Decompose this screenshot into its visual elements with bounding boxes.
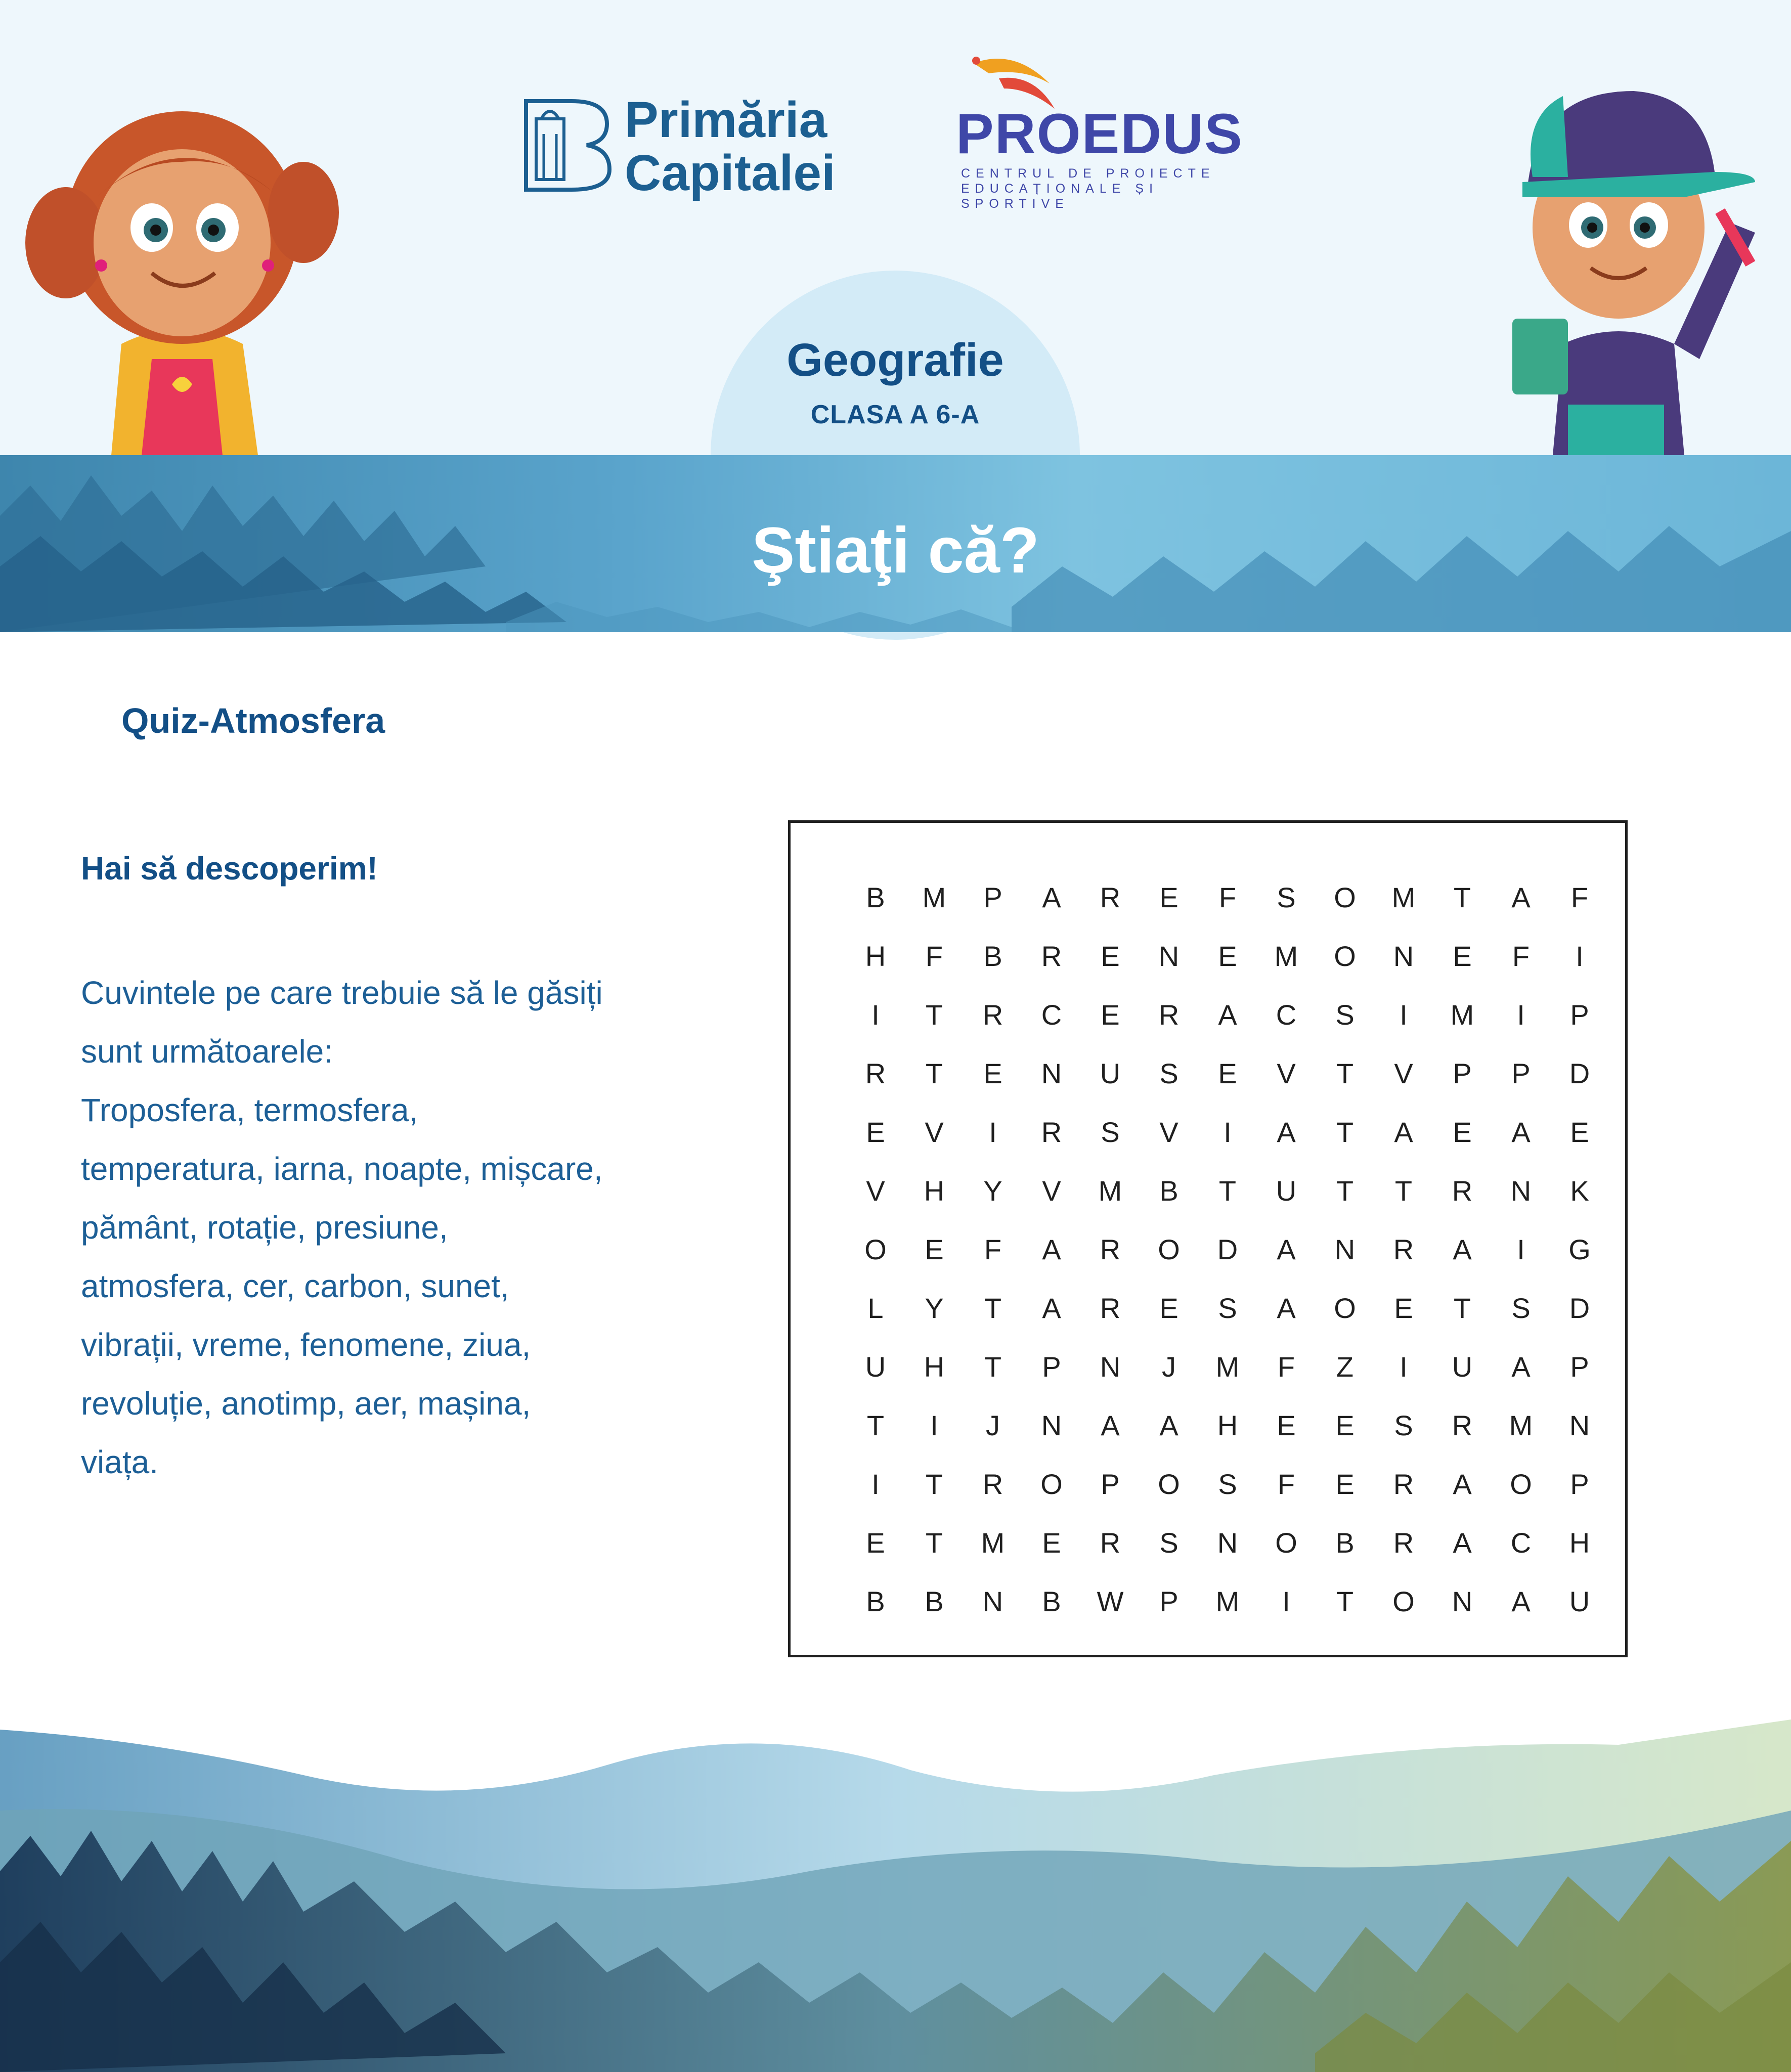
grid-letter[interactable]: A — [1218, 999, 1237, 1031]
grid-letter[interactable]: T — [1336, 1057, 1354, 1089]
grid-letter[interactable]: I — [1400, 1351, 1408, 1383]
grid-letter[interactable]: E — [866, 1527, 885, 1559]
grid-letter[interactable]: I — [1224, 1116, 1232, 1148]
grid-letter[interactable]: S — [1218, 1292, 1237, 1324]
grid-letter[interactable]: O — [1334, 940, 1356, 972]
grade-label: CLASA A 6-A — [810, 400, 980, 429]
grid-letter[interactable]: O — [1334, 1292, 1356, 1324]
grid-letter[interactable]: T — [925, 1527, 943, 1559]
grid-row — [846, 1279, 1609, 1338]
grid-letter[interactable]: D — [1569, 1057, 1590, 1089]
grid-letter[interactable]: C — [1510, 1527, 1532, 1559]
grid-letter[interactable]: R — [1393, 1527, 1414, 1559]
grid-letter[interactable]: P — [1570, 1468, 1589, 1500]
grid-letter[interactable]: L — [867, 1292, 884, 1324]
grid-letter[interactable]: N — [982, 1585, 1003, 1617]
grid-letter[interactable]: Y — [983, 1175, 1002, 1207]
grid-letter[interactable]: I — [1400, 999, 1408, 1031]
grid-letter[interactable]: M — [1215, 1585, 1240, 1617]
grid-letter[interactable]: T — [925, 1057, 943, 1089]
grid-letter[interactable]: K — [1570, 1175, 1589, 1207]
grid-letter[interactable]: E — [925, 1233, 944, 1265]
grid-letter[interactable]: E — [1101, 940, 1120, 972]
girl-character-illustration — [20, 61, 344, 455]
grid-letter[interactable]: R — [1100, 1292, 1121, 1324]
grid-letter[interactable]: G — [1568, 1233, 1591, 1265]
grid-letter[interactable]: R — [1041, 1116, 1062, 1148]
grid-letter[interactable]: A — [1511, 1585, 1531, 1617]
grid-letter[interactable]: R — [1393, 1468, 1414, 1500]
proedus-sub-line-2: EDUCAȚIONALE ȘI SPORTIVE — [961, 182, 1159, 211]
grid-letter[interactable]: R — [982, 999, 1003, 1031]
proedus-logo-subtitle — [961, 166, 1259, 211]
grid-letter[interactable]: T — [1394, 1175, 1413, 1207]
grid-row — [846, 1455, 1609, 1514]
grid-letter[interactable]: R — [865, 1057, 886, 1089]
grid-letter[interactable]: E — [1453, 940, 1472, 972]
proedus-sub-line-1: CENTRUL DE PROIECTE — [961, 166, 1215, 181]
grid-letter[interactable]: R — [1100, 1527, 1121, 1559]
grid-letter[interactable]: U — [1452, 1351, 1473, 1383]
grid-letter[interactable]: B — [925, 1585, 944, 1617]
grid-letter[interactable]: P — [1570, 999, 1589, 1031]
grid-letter[interactable]: I — [1576, 940, 1584, 972]
grid-letter[interactable]: B — [1159, 1175, 1178, 1207]
grid-letter[interactable]: A — [1042, 1292, 1061, 1324]
grid-letter[interactable]: N — [1393, 940, 1414, 972]
grid-letter[interactable]: R — [1100, 1233, 1121, 1265]
primaria-capitalei-logo-icon — [521, 99, 612, 192]
grid-letter[interactable]: O — [1392, 1585, 1415, 1617]
word-list-line: pământ, rotație, presiune, — [81, 1209, 448, 1246]
grid-letter[interactable]: J — [1162, 1351, 1176, 1383]
grid-letter[interactable]: R — [1041, 940, 1062, 972]
quiz-title: Quiz-Atmosfera — [121, 701, 385, 740]
grid-letter[interactable]: P — [1570, 1351, 1589, 1383]
mountain-landscape-illustration — [0, 1709, 1791, 2072]
grid-letter[interactable]: S — [1277, 881, 1296, 913]
grid-letter[interactable]: P — [1159, 1585, 1178, 1617]
grid-letter[interactable]: T — [1336, 1175, 1354, 1207]
grid-letter[interactable]: E — [1453, 1116, 1472, 1148]
grid-letter[interactable]: A — [1394, 1116, 1413, 1148]
grid-letter[interactable]: N — [1452, 1585, 1473, 1617]
grid-letter[interactable]: A — [1511, 881, 1531, 913]
grid-letter[interactable]: S — [1159, 1527, 1178, 1559]
grid-letter[interactable]: F — [984, 1233, 1002, 1265]
logo-line-1: Primăria — [625, 92, 827, 148]
grid-letter[interactable]: M — [1215, 1351, 1240, 1383]
grid-letter[interactable]: B — [983, 940, 1002, 972]
grid-letter[interactable]: R — [1100, 881, 1121, 913]
grid-letter[interactable]: S — [1101, 1116, 1120, 1148]
grid-letter[interactable]: D — [1569, 1292, 1590, 1324]
grid-letter[interactable]: R — [1393, 1233, 1414, 1265]
grid-letter[interactable]: F — [1218, 881, 1237, 913]
grid-letter[interactable]: T — [925, 999, 943, 1031]
grid-letter[interactable]: F — [1277, 1468, 1295, 1500]
grid-letter[interactable]: C — [1041, 999, 1062, 1031]
grid-letter[interactable]: A — [1042, 881, 1061, 913]
grid-letter[interactable]: E — [983, 1057, 1002, 1089]
boy-character-illustration — [1492, 56, 1775, 455]
grid-letter[interactable]: U — [1569, 1585, 1590, 1617]
grid-row — [846, 1162, 1609, 1220]
grid-letter[interactable]: I — [1517, 1233, 1525, 1265]
grid-letter[interactable]: N — [1100, 1351, 1121, 1383]
grid-letter[interactable]: O — [1510, 1468, 1532, 1500]
logo-line-2: Capitalei — [625, 145, 836, 201]
grid-letter[interactable]: A — [1159, 1409, 1178, 1441]
grid-letter[interactable]: R — [982, 1468, 1003, 1500]
word-search-box — [788, 820, 1628, 1657]
word-list-line: vibrații, vreme, fenomene, ziua, — [81, 1327, 531, 1363]
grid-letter[interactable]: E — [1159, 881, 1178, 913]
grid-letter[interactable]: S — [1394, 1409, 1413, 1441]
grid-letter[interactable]: T — [1453, 1292, 1471, 1324]
grid-letter[interactable]: U — [865, 1351, 886, 1383]
grid-row — [846, 927, 1609, 986]
grid-letter[interactable]: O — [1040, 1468, 1063, 1500]
grid-letter[interactable]: A — [1453, 1233, 1472, 1265]
grid-letter[interactable]: D — [1217, 1233, 1238, 1265]
word-list-line: sunt următoarele: — [81, 1033, 333, 1070]
grid-letter[interactable]: I — [871, 1468, 880, 1500]
word-search-grid — [846, 868, 1609, 1631]
grid-letter[interactable]: B — [1335, 1527, 1355, 1559]
grid-letter[interactable]: Y — [925, 1292, 944, 1324]
grid-letter[interactable]: E — [1277, 1409, 1296, 1441]
grid-letter[interactable]: A — [1101, 1409, 1120, 1441]
grid-letter[interactable]: M — [981, 1527, 1005, 1559]
grid-letter[interactable]: P — [1511, 1057, 1531, 1089]
grid-letter[interactable]: B — [866, 881, 885, 913]
grid-letter[interactable]: V — [925, 1116, 944, 1148]
grid-letter[interactable]: N — [1569, 1409, 1590, 1441]
grid-letter[interactable]: W — [1097, 1585, 1124, 1617]
grid-letter[interactable]: R — [1158, 999, 1180, 1031]
grid-letter[interactable]: I — [1517, 999, 1525, 1031]
grid-letter[interactable]: E — [1042, 1527, 1061, 1559]
word-list-line: atmosfera, cer, carbon, sunet, — [81, 1268, 509, 1304]
grid-letter[interactable]: A — [1453, 1468, 1472, 1500]
grid-row — [846, 1220, 1609, 1279]
grid-letter[interactable]: N — [1041, 1409, 1062, 1441]
banner-title: Ştiaţi că? — [751, 514, 1040, 587]
grid-letter[interactable]: B — [1042, 1585, 1061, 1617]
grid-letter[interactable]: P — [1101, 1468, 1120, 1500]
grid-letter[interactable]: V — [866, 1175, 885, 1207]
grid-letter[interactable]: J — [986, 1409, 1000, 1441]
grid-letter[interactable]: M — [1274, 940, 1298, 972]
grid-letter[interactable]: I — [989, 1116, 997, 1148]
grid-letter[interactable]: R — [1452, 1409, 1473, 1441]
grid-letter[interactable]: H — [1217, 1409, 1238, 1441]
grid-letter[interactable]: F — [1570, 881, 1589, 913]
grid-letter[interactable]: T — [1336, 1585, 1354, 1617]
grid-letter[interactable]: N — [1041, 1057, 1062, 1089]
grid-letter[interactable]: R — [1452, 1175, 1473, 1207]
grid-row — [846, 1338, 1609, 1396]
subject-title: Geografie — [787, 334, 1004, 386]
grid-letter[interactable]: V — [1394, 1057, 1413, 1089]
word-list-line: Troposfera, termosfera, — [81, 1092, 418, 1128]
grid-letter[interactable]: A — [1277, 1292, 1296, 1324]
grid-letter[interactable]: A — [1042, 1233, 1061, 1265]
grid-letter[interactable]: E — [1394, 1292, 1413, 1324]
grid-letter[interactable]: H — [865, 940, 886, 972]
primaria-capitalei-logo-text — [625, 94, 836, 200]
grid-letter[interactable]: S — [1335, 999, 1355, 1031]
grid-letter[interactable]: P — [983, 881, 1002, 913]
grid-letter[interactable]: T — [866, 1409, 885, 1441]
grid-letter[interactable]: U — [1100, 1057, 1121, 1089]
grid-letter[interactable]: E — [866, 1116, 885, 1148]
grid-row — [846, 1396, 1609, 1455]
grid-letter[interactable]: N — [1158, 940, 1180, 972]
grid-letter[interactable]: A — [1511, 1116, 1531, 1148]
grid-letter[interactable]: V — [1042, 1175, 1061, 1207]
grid-letter[interactable]: H — [924, 1175, 945, 1207]
grid-letter[interactable]: B — [866, 1585, 885, 1617]
grid-row — [846, 986, 1609, 1044]
grid-letter[interactable]: Z — [1336, 1351, 1354, 1383]
grid-letter[interactable]: O — [864, 1233, 887, 1265]
grid-letter[interactable]: F — [925, 940, 943, 972]
grid-letter[interactable]: V — [1277, 1057, 1296, 1089]
grid-letter[interactable]: T — [984, 1292, 1002, 1324]
grid-letter[interactable]: P — [1453, 1057, 1472, 1089]
grid-letter[interactable]: P — [1042, 1351, 1061, 1383]
grid-letter[interactable]: M — [1509, 1409, 1533, 1441]
grid-row — [846, 1044, 1609, 1103]
grid-letter[interactable]: M — [1450, 999, 1474, 1031]
grid-letter[interactable]: O — [1275, 1527, 1297, 1559]
grid-row — [846, 1514, 1609, 1572]
grid-letter[interactable]: N — [1334, 1233, 1356, 1265]
grid-letter[interactable]: H — [1569, 1527, 1590, 1559]
grid-letter[interactable]: E — [1335, 1468, 1355, 1500]
grid-letter[interactable]: T — [925, 1468, 943, 1500]
word-list-line: temperatura, iarna, noapte, mișcare, — [81, 1151, 603, 1187]
grid-letter[interactable]: S — [1218, 1468, 1237, 1500]
grid-letter[interactable]: O — [1158, 1468, 1180, 1500]
grid-letter[interactable]: I — [871, 999, 880, 1031]
word-list — [81, 963, 708, 1491]
grid-letter[interactable]: F — [1512, 940, 1530, 972]
quiz-intro: Hai să descoperim! — [81, 850, 378, 887]
grid-letter[interactable]: M — [922, 881, 946, 913]
grid-letter[interactable]: V — [1159, 1116, 1178, 1148]
grid-letter[interactable]: O — [1334, 881, 1356, 913]
grid-letter[interactable]: F — [1277, 1351, 1295, 1383]
word-list-line: viața. — [81, 1444, 158, 1480]
grid-letter[interactable]: T — [1336, 1116, 1354, 1148]
grid-letter[interactable]: A — [1277, 1116, 1296, 1148]
proedus-logo-text: PROEDUS — [956, 102, 1243, 165]
grid-letter[interactable]: I — [1282, 1585, 1290, 1617]
grid-letter[interactable]: C — [1276, 999, 1297, 1031]
word-list-line: revoluție, anotimp, aer, mașina, — [81, 1385, 531, 1422]
grid-letter[interactable]: T — [1453, 881, 1471, 913]
grid-row — [846, 1103, 1609, 1162]
grid-letter[interactable]: E — [1335, 1409, 1355, 1441]
grid-letter[interactable]: N — [1217, 1527, 1238, 1559]
grid-letter[interactable]: E — [1218, 940, 1237, 972]
grid-letter[interactable]: E — [1159, 1292, 1178, 1324]
grid-letter[interactable]: A — [1453, 1527, 1472, 1559]
grid-letter[interactable]: A — [1511, 1351, 1531, 1383]
grid-letter[interactable]: T — [984, 1351, 1002, 1383]
grid-letter[interactable]: A — [1277, 1233, 1296, 1265]
grid-letter[interactable]: M — [1098, 1175, 1122, 1207]
grid-letter[interactable]: E — [1570, 1116, 1589, 1148]
word-list-line: Cuvintele pe care trebuie să le găsiți — [81, 975, 603, 1011]
grid-letter[interactable]: M — [1391, 881, 1416, 913]
grid-row — [846, 868, 1609, 927]
grid-row — [846, 1572, 1609, 1631]
grid-letter[interactable]: S — [1511, 1292, 1531, 1324]
grid-letter[interactable]: E — [1218, 1057, 1237, 1089]
grid-letter[interactable]: S — [1159, 1057, 1178, 1089]
grid-letter[interactable]: H — [924, 1351, 945, 1383]
grid-letter[interactable]: I — [930, 1409, 938, 1441]
grid-letter[interactable]: T — [1218, 1175, 1237, 1207]
grid-letter[interactable]: E — [1101, 999, 1120, 1031]
grid-letter[interactable]: O — [1158, 1233, 1180, 1265]
grid-letter[interactable]: N — [1510, 1175, 1532, 1207]
grid-letter[interactable]: U — [1276, 1175, 1297, 1207]
